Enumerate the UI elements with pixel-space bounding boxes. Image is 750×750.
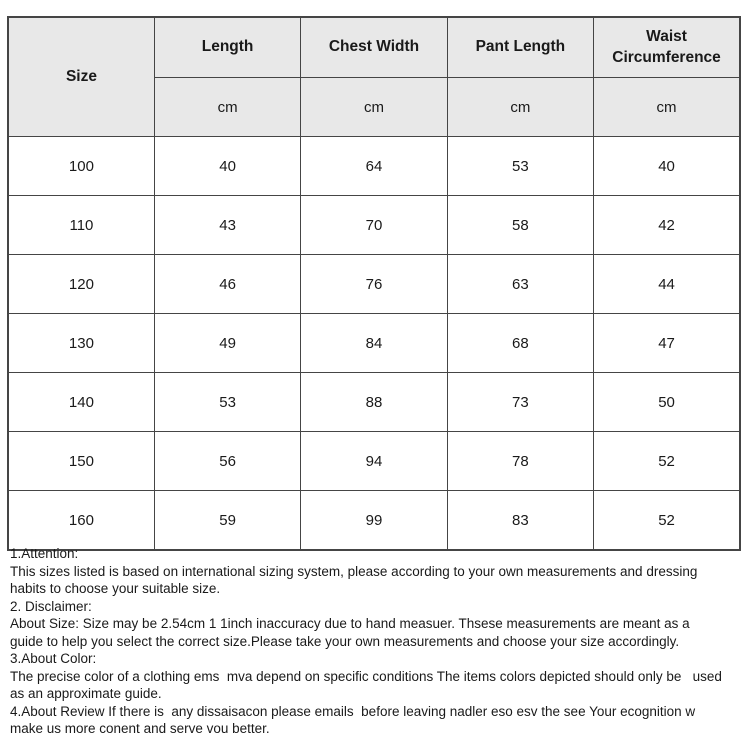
table-cell: 70 [301, 196, 447, 255]
unit-cell: cm [301, 78, 447, 137]
table-cell: 53 [447, 137, 593, 196]
note [10, 650, 746, 703]
table-cell: 46 [154, 255, 300, 314]
note-line: This sizes listed is based on international sizing system, please according to your own measurements and dressing [10, 563, 698, 579]
table-cell: 43 [154, 196, 300, 255]
note-line: guide to help you select the correct size.Please take your own measurements and choose your size accordingly. [10, 633, 680, 649]
column-header-size: Size [8, 17, 154, 137]
note-line: 3.About Color: [10, 651, 97, 666]
column-header-pant-length: Pant Length [447, 17, 593, 78]
note-line: About Size: Size may be 2.54cm 1 1inch inaccuracy due to hand measuer. Thsese measurements are meant as a [10, 616, 690, 631]
note-line: The precise color of a clothing ems mva depend on specific conditions The items colors depicted should only be used [10, 668, 722, 684]
note [10, 703, 746, 738]
table-row [8, 137, 740, 196]
note-line: 2. Disclaimer: [10, 598, 92, 614]
note [10, 598, 746, 651]
table-cell: 53 [154, 373, 300, 432]
column-header-chest-width: Chest Width [301, 17, 447, 78]
note-line: make us more conent and serve vou better. [10, 721, 270, 736]
table-cell: 88 [301, 373, 447, 432]
table-cell: 73 [447, 373, 593, 432]
table-cell: 140 [8, 373, 154, 432]
table-cell: 94 [301, 432, 447, 491]
table-cell: 83 [447, 491, 593, 551]
note-line: 1.Attention: [10, 546, 79, 561]
note-line: 4.About Review If there is any dissaisacon please emails before leaving nadler eso esv the see Your ecognition w [10, 703, 696, 719]
table-cell: 150 [8, 432, 154, 491]
table-cell: 52 [594, 491, 740, 551]
table-cell: 50 [594, 373, 740, 432]
table-row [8, 491, 740, 551]
table-cell: 42 [594, 196, 740, 255]
table-body [8, 137, 740, 551]
table-cell: 40 [154, 137, 300, 196]
table-cell: 76 [301, 255, 447, 314]
size-chart-table [7, 16, 741, 551]
header-label-row [8, 17, 740, 78]
table-cell: 47 [594, 314, 740, 373]
unit-cell: cm [594, 78, 740, 137]
table-cell: 49 [154, 314, 300, 373]
table-cell: 58 [447, 196, 593, 255]
column-header-waist-circumference: Waist Circumference [594, 17, 740, 78]
table-cell: 52 [594, 432, 740, 491]
table-cell: 130 [8, 314, 154, 373]
note [10, 545, 746, 598]
note-line: habits to choose your suitable size. [10, 581, 221, 596]
table-row [8, 255, 740, 314]
table-cell: 64 [301, 137, 447, 196]
table-cell: 160 [8, 491, 154, 551]
unit-cell: cm [154, 78, 300, 137]
notes-section [10, 545, 746, 738]
table-row [8, 373, 740, 432]
table-cell: 59 [154, 491, 300, 551]
unit-cell: cm [447, 78, 593, 137]
table-row [8, 432, 740, 491]
table-cell: 63 [447, 255, 593, 314]
note-line: as an approximate guide. [10, 686, 162, 701]
table-cell: 84 [301, 314, 447, 373]
table-cell: 78 [447, 432, 593, 491]
column-header-length: Length [154, 17, 300, 78]
table-row [8, 314, 740, 373]
table-cell: 100 [8, 137, 154, 196]
table-row [8, 196, 740, 255]
table-cell: 120 [8, 255, 154, 314]
table-cell: 44 [594, 255, 740, 314]
table-cell: 68 [447, 314, 593, 373]
table-cell: 110 [8, 196, 154, 255]
table-header [8, 17, 740, 137]
table-cell: 56 [154, 432, 300, 491]
table-cell: 99 [301, 491, 447, 551]
table-cell: 40 [594, 137, 740, 196]
